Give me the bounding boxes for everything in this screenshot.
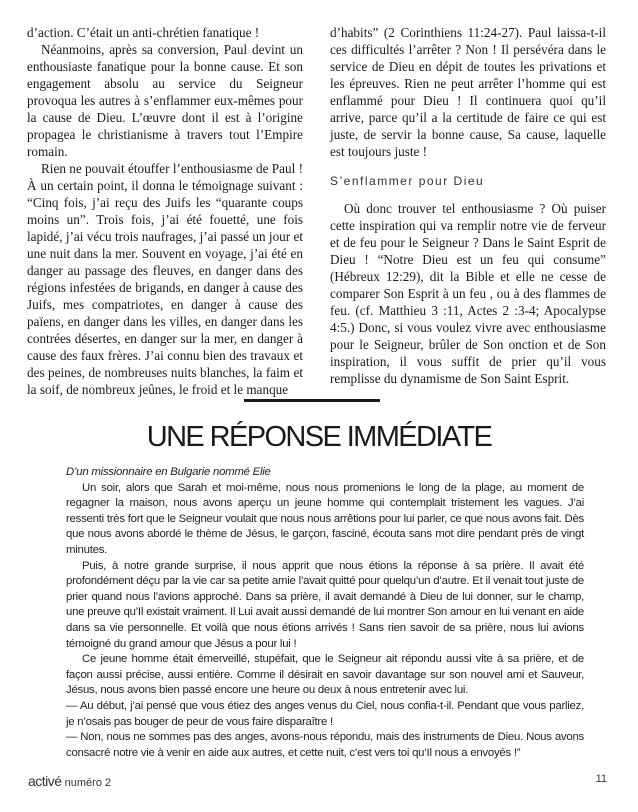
box-title: UNE RÉPONSE IMMÉDIATE [146,421,492,453]
right-column [330,24,606,387]
right-paragraph-2: Où donc trouver tel enthousiasme ? Où puiser cette inspiration qui va remplir notre vie de ferveur et de feu pour le Seigneur ? Dans le Saint Esprit de Dieu ! “Notre Dieu est un feu qui consume” (Hébreux 12:29), dit la Bible et elle ne cesse de comparer Son Esprit à un feu , ou à des flammes de feu. (cf. Matthieu 3 :11, Actes 2 :3-4; Apocalypse 4:5.) Donc, si vous voulez vivre avec enthousiasme pour le Seigneur, brûler de Son onction et de Son inspiration, il vous suffit de prier qu’il vous remplisse du dynamisme de Son Saint Esprit. [330,201,606,386]
left-column [27,24,303,398]
issue-number: numéro 2 [64,777,112,789]
left-paragraph-2: Néanmoins, après sa conversion, Paul devint un enthousiaste fanatique pour la bonne cause. Et son engagement absolu au service du Seigneur provoqua les autres à s’enflammer eux-mêmes pour la cause de Dieu. L’œuvre dont il est à l’origine propagea le christianisme à travers tout l’Empire romain. [27,42,303,159]
footer-left [28,773,111,789]
right-paragraph-1: d’habits” (2 Corinthiens 11:24-27). Paul laissa-t-il ces difficultés l’arrêter ? Non ! Il persévéra dans le service de Dieu en dépit de toutes les privations et les épreuves. Rien ne peut arrêter l’homme qui est enflammé pour Dieu ! Il continuera quoi qu’il arrive, parce qu’il a la certitude de faire ce qui est juste, de servir la bonne cause, Sa cause, laquelle est toujours juste ! [330,25,606,159]
box-paragraph-4: — Au début, j’ai pensé que vous étiez des anges venus du Ciel, nous confia-t-il. Pendant que vous parliez, je n’osais pas bouger de peur de vous faire disparaître ! [66,699,584,728]
box-paragraph-3: Ce jeune homme était émerveillé, stupéfait, que le Seigneur ait répondu aussi vite à sa prière, et de façon aussi précise, aussi entière. Comme il désirait en savoir davantage sur son nouvel ami et Sauveur, Jésus, nous avons bien passé encore une heure ou deux à nous entretenir avec lui. [66,653,584,697]
left-paragraph-1: d’action. C’était un anti-chrétien fanatique ! [27,25,260,40]
magazine-brand: activé [28,773,62,789]
section-subheading: S’enflammer pour Dieu [330,174,485,188]
box-lead: D’un missionnaire en Bulgarie nommé Elie [66,466,271,478]
page-number: 11 [595,773,607,785]
box-body [66,465,584,761]
box-paragraph-2: Puis, à notre grande surprise, il nous apprit que nous étions la réponse à sa prière. Il avait été profondément déçu par la vie car sa petite amie l’avait quitté pour quelqu’un d’autre. Et il venait tout juste de prier quand nous l’avions approché. Dans sa prière, il avait demandé à Dieu de lui donner, sur le champ, une preuve qu’Il existait vraiment. Il Lui avait aussi demandé de lui montrer Son amour en lui venant en aide dans sa vie personnelle. Et voilà que nous étions arrivés ! Sans rien savoir de sa prière, nous lui avions témoigné du grand amour que Jésus a pour lui ! [66,559,584,650]
box-paragraph-1: Un soir, alors que Sarah et moi-même, nous nous promenions le long de la plage, au moment de regagner la maison, nous avons aperçu un jeune homme qui contemplait tristement les vagues. J’ai ressenti très fort que le Seigneur voulait que nous nous arrêtions pour lui parler, ce que nous avons fait. Dès que nous avons abordé le thème de Jésus, le garçon, fasciné, écouta sans mot dire pendant près de vingt minutes. [66,481,584,556]
left-paragraph-3: Rien ne pouvait étouffer l’enthousiasme de Paul ! À un certain point, il donna le témoignage suivant : “Cinq fois, j’ai reçu des Juifs les “quarante coups moins un”. Trois fois, j’ai été fouetté, une fois lapidé, j’ai vécu trois naufrages, j’ai passé un jour et une nuit dans la mer. Souvent en voyage, j’ai été en danger au passage des fleuves, en danger dans des régions infestées de brigands, en danger à cause des Juifs, mes compatriotes, en danger à cause des païens, en danger dans les villes, en danger dans les contrées désertes, en danger sur la mer, en danger à cause des faux frères. J’ai connu bien des travaux et des peines, de nombreuses nuits blanches, la faim et la soif, de nombreux jeûnes, le froid et le manque [27,161,303,397]
divider-rule [244,399,380,402]
box-paragraph-5: — Non, nous ne sommes pas des anges, avons-nous répondu, mais des instruments de Dieu. Nous avons consacré notre vie à venir en aide aux autres, et cette nuit, c’est vers toi qu’Il nous a envoyés !” [66,731,584,759]
